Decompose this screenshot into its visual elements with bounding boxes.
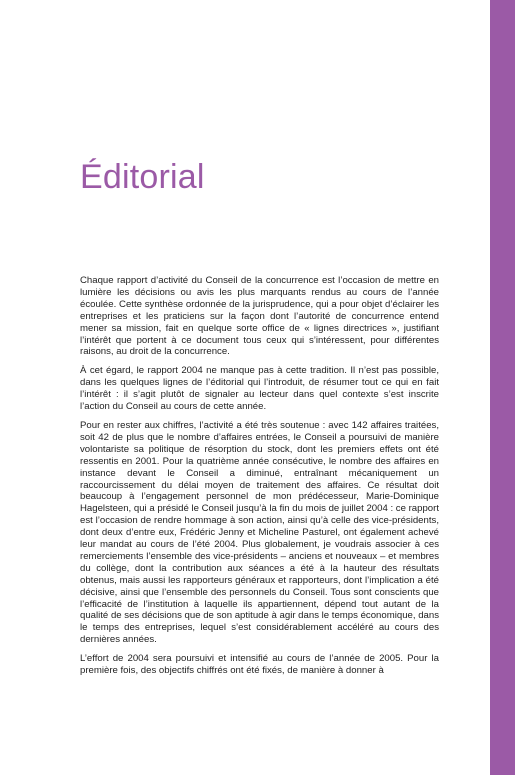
paragraph-4: L’effort de 2004 sera poursuivi et intensifié au cours de l’année de 2005. Pour la première fois, des objectifs chiffrés ont été fixés, de manière à donner à bbox=[80, 653, 439, 677]
paragraph-1: Chaque rapport d’activité du Conseil de la concurrence est l’occasion de mettre en lumière les décisions ou avis les plus marquants rendus au cours de l’année écoulée. Cette synthèse ordonnée de la jurisprudence, qui a pour objet d’éclairer les entreprises et les praticiens sur la façon dont l’autorité de concurrence entend mener sa mission, fait en quelque sorte office de « lignes directrices », justifiant l’intérêt que portent à ce document tous ceux qui s’intéressent, pour différentes raisons, au droit de la concurrence. bbox=[80, 275, 439, 358]
purple-side-bar bbox=[490, 0, 515, 775]
paragraph-2: À cet égard, le rapport 2004 ne manque pas à cette tradition. Il n’est pas possible, dans les quelques lignes de l’éditorial qui l’introduit, de résumer tout ce qui en fait l’intérêt : il s’agit plutôt de signaler au lecteur dans quel contexte s’est inscrite l’action du Conseil au cours de cette année. bbox=[80, 365, 439, 413]
paragraph-3: Pour en rester aux chiffres, l’activité a été très soutenue : avec 142 affaires traitées, soit 42 de plus que le nombre d’affaires entrées, le Conseil a poursuivi de manière volontariste sa politique de résorption du stock, dont les premiers effets ont été ressentis en 2001. Pour la quatrième année consécutive, le nombre des affaires en instance devant le Conseil a diminué, entraînant mécaniquement un raccourcissement du délai moyen de traitement des affaires. Ce résultat doit beaucoup à l’engagement personnel de mon prédécesseur, Marie-Dominique Hagelsteen, qui a présidé le Conseil jusqu’à la fin du mois de juillet 2004 : ce rapport est l’occasion de rendre hommage à son action, ainsi qu’à celle des vice-présidents, dont deux d’entre eux, Frédéric Jenny et Micheline Pasturel, ont également achevé leur mandat au cours de l’été 2004. Plus globalement, je voudrais associer à ces remerciements l’ensemble des vice-présidents – anciens et nouveaux – et membres du collège, dont la contribution aux séances a été à la hauteur des résultats obtenus, mais aussi les rapporteurs généraux et rapporteurs, dont l’implication a été décisive, ainsi que l’ensemble des personnels du Conseil. Tous sont conscients que l’efficacité de l’institution à laquelle ils appartiennent, dépend tout autant de la qualité de ses décisions que de son aptitude à agir dans le temps économique, dans le temps des entreprises, lequel s’est considérablement accéléré au cours des dernières années. bbox=[80, 419, 439, 646]
editorial-body bbox=[80, 275, 439, 684]
page-title: Éditorial bbox=[80, 158, 205, 196]
